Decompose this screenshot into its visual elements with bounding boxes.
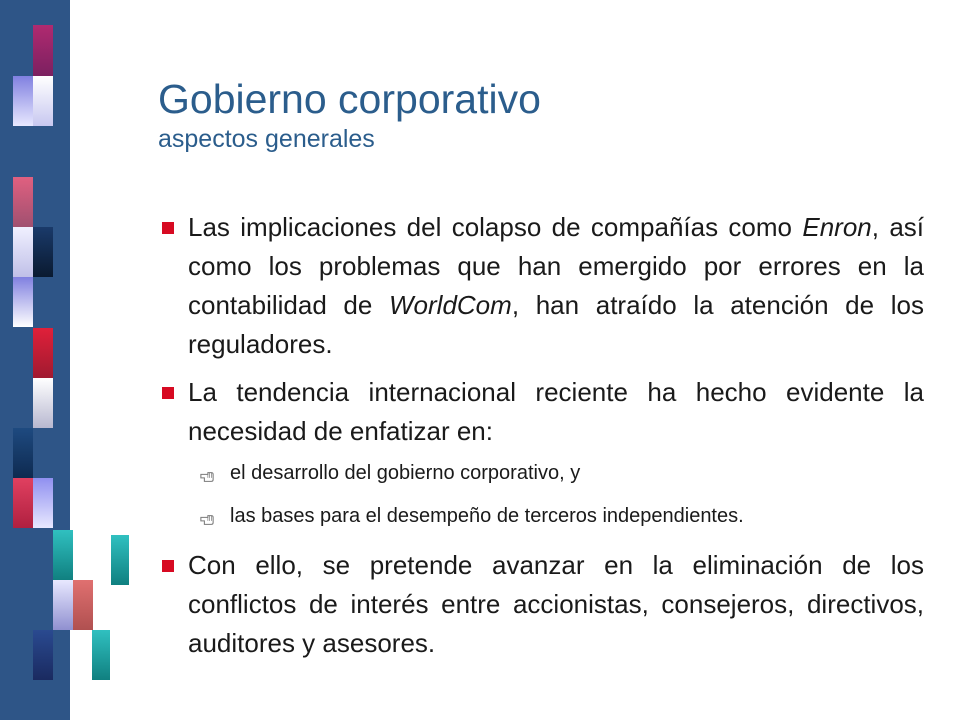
title-block [158, 76, 541, 154]
decor-tile [13, 428, 33, 478]
decor-tile [33, 76, 53, 126]
decor-tile [13, 177, 33, 227]
decor-tile [33, 478, 53, 528]
bullet-text: Con ello, se pretende avanzar en la eliminación de los conflictos de interés entre accionistas, consejeros, directivos, auditores y asesores. [188, 550, 924, 658]
decor-tile [13, 227, 33, 277]
decor-tile [111, 535, 129, 585]
decor-tile [73, 580, 93, 630]
decor-tile [33, 328, 53, 378]
sub-bullet-item [160, 503, 924, 529]
italic-text: WorldCom [389, 290, 512, 320]
bullet-list [160, 208, 924, 672]
decor-tile [53, 580, 73, 630]
hand-pointer-icon [200, 465, 214, 479]
sub-bullet-text: las bases para el desempeño de terceros independientes. [230, 505, 744, 527]
bullet-item [160, 208, 924, 364]
square-bullet-icon [162, 560, 174, 572]
bullet-text: , así como los problemas que han emergido por errores en la contabilidad de [188, 212, 924, 320]
sub-bullet-item [160, 460, 924, 486]
bullet-text: , han atraído la atención de los reguladores. [188, 290, 924, 359]
bullet-item [160, 546, 924, 663]
square-bullet-icon [162, 222, 174, 234]
decor-tile [13, 76, 33, 126]
bullet-item [160, 373, 924, 451]
bullet-text: La tendencia internacional reciente ha hecho evidente la necesidad de enfatizar en: [188, 377, 924, 446]
decor-tile [33, 25, 53, 77]
decor-tile [33, 630, 53, 680]
slide-subtitle: aspectos generales [158, 125, 375, 153]
decorative-sidebar [0, 0, 70, 720]
italic-text: Enron [802, 212, 872, 242]
decor-tile [92, 630, 110, 680]
decor-tile [33, 378, 53, 428]
bullet-text: Las implicaciones del colapso de compañías como [188, 212, 803, 242]
slide-title: Gobierno corporativo [158, 76, 541, 122]
decor-tile [13, 478, 33, 528]
sub-bullet-text: el desarrollo del gobierno corporativo, y [230, 462, 581, 484]
decor-tile [53, 530, 73, 580]
hand-pointer-icon [200, 508, 214, 522]
square-bullet-icon [162, 387, 174, 399]
decor-tile [33, 227, 53, 277]
decor-tile [13, 277, 33, 327]
